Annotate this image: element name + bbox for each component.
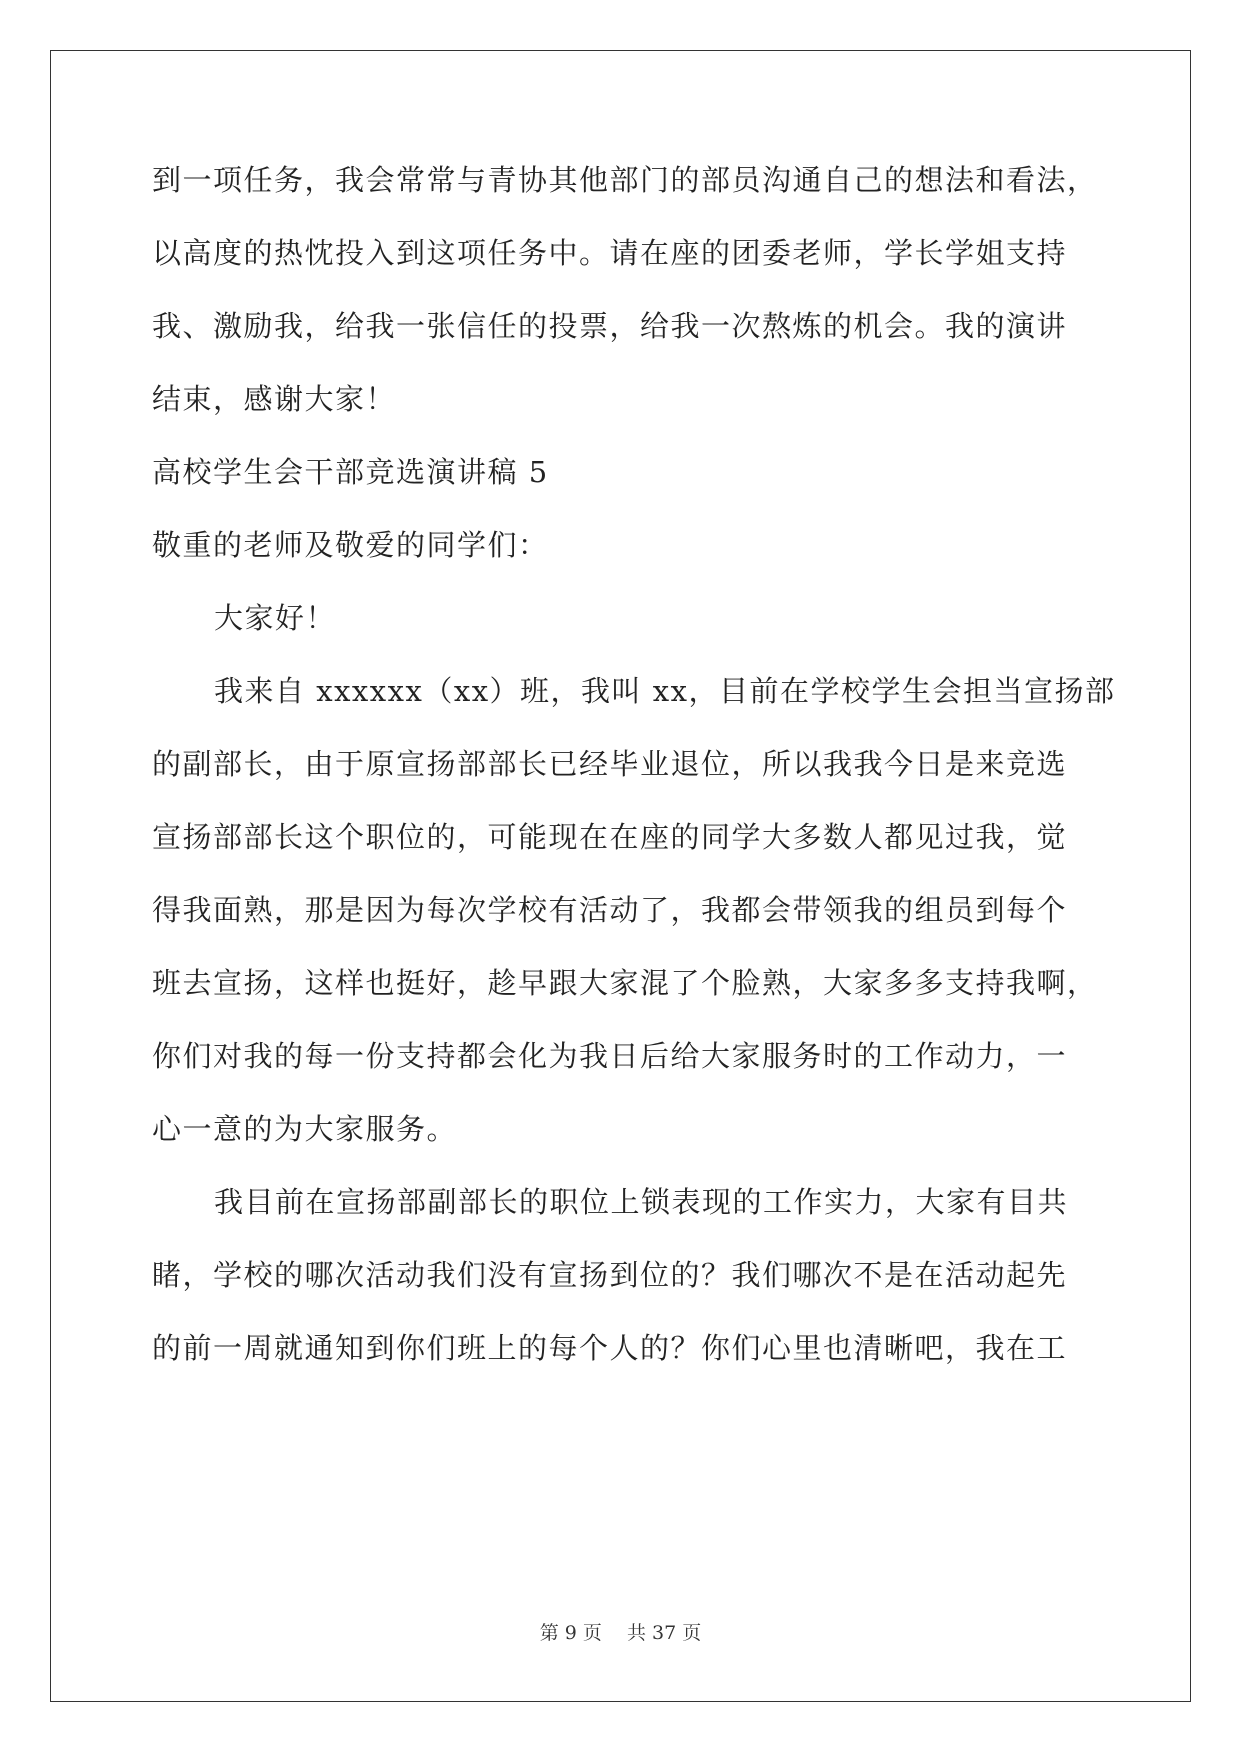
text-line: 我目前在宣扬部副部长的职位上锁表现的工作实力，大家有目共 <box>214 1185 1069 1219</box>
page-border <box>50 50 1191 1702</box>
text-line: 的副部长，由于原宣扬部部长已经毕业退位，所以我我今日是来竞选 <box>152 747 1068 781</box>
text-line: 班去宣扬，这样也挺好，趁早跟大家混了个脸熟，大家多多支持我啊， <box>152 966 1098 1000</box>
section-heading: 高校学生会干部竞选演讲稿 5 <box>152 455 549 489</box>
text-line: 你们对我的每一份支持都会化为我日后给大家服务时的工作动力，一 <box>152 1039 1068 1073</box>
text-line: 以高度的热忱投入到这项任务中。请在座的团委老师，学长学姐支持 <box>152 236 1068 270</box>
text-line: 我、激励我，给我一张信任的投票，给我一次熬炼的机会。我的演讲 <box>152 309 1068 343</box>
text-line: 心一意的为大家服务。 <box>152 1112 458 1146</box>
text-line: 我来自 xxxxxx（xx）班，我叫 xx，目前在学校学生会担当宣扬部 <box>214 674 1116 708</box>
salutation: 敬重的老师及敬爱的同学们： <box>152 528 549 562</box>
text-line: 得我面熟，那是因为每次学校有活动了，我都会带领我的组员到每个 <box>152 893 1068 927</box>
text-line: 宣扬部部长这个职位的，可能现在在座的同学大多数人都见过我，觉 <box>152 820 1068 854</box>
text-line: 睹，学校的哪次活动我们没有宣扬到位的？我们哪次不是在活动起先 <box>152 1258 1068 1292</box>
text-line: 到一项任务，我会常常与青协其他部门的部员沟通自己的想法和看法， <box>152 163 1098 197</box>
greeting: 大家好！ <box>214 601 337 635</box>
text-line: 结束，感谢大家！ <box>152 382 397 416</box>
text-line: 的前一周就通知到你们班上的每个人的？你们心里也清晰吧，我在工 <box>152 1331 1068 1365</box>
page-number: 第 9 页 共 37 页 <box>539 1622 702 1644</box>
